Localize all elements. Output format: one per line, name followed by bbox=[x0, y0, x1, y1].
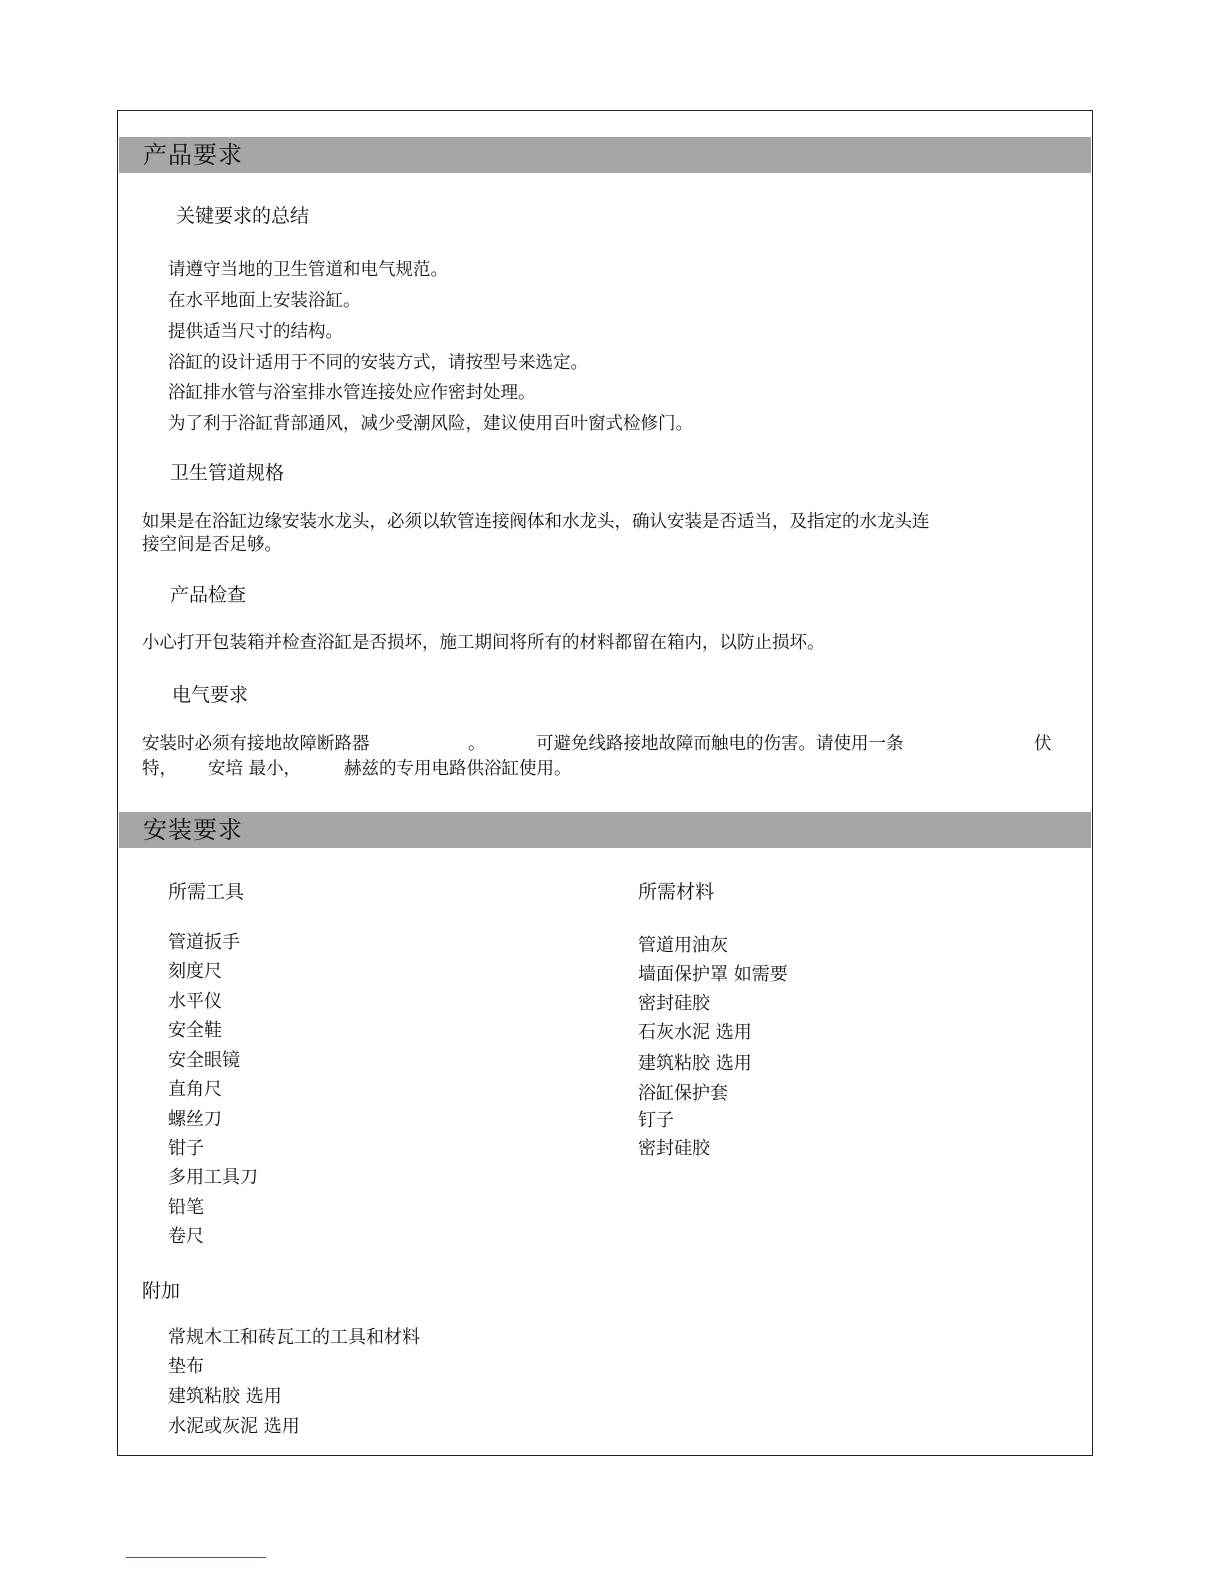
subheading-electrical: 电气要求 bbox=[172, 684, 249, 706]
tool-item: 直角尺 bbox=[168, 1079, 222, 1100]
section-title: 安装要求 bbox=[143, 816, 243, 844]
section-header-product bbox=[119, 137, 1091, 173]
summary-item: 浴缸的设计适用于不同的安装方式，请按型号来选定。 bbox=[168, 353, 588, 373]
electrical-text: 赫兹的专用电路供浴缸使用。 bbox=[344, 759, 572, 779]
extra-item: 常规木工和砖瓦工的工具和材料 bbox=[168, 1327, 420, 1348]
summary-item: 为了利于浴缸背部通风，减少受潮风险，建议使用百叶窗式检修门。 bbox=[168, 414, 693, 434]
summary-item: 请遵守当地的卫生管道和电气规范。 bbox=[168, 260, 448, 280]
footer-link-underline bbox=[126, 1557, 266, 1558]
plumbing-text-line: 如果是在浴缸边缘安装水龙头，必须以软管连接阀体和水龙头，确认安装是否适当，及指定的水龙头连 bbox=[142, 512, 930, 532]
tool-item: 卷尺 bbox=[168, 1226, 204, 1247]
subheading-materials: 所需材料 bbox=[638, 881, 715, 903]
material-item: 钉子 bbox=[638, 1110, 674, 1131]
tool-item: 安全眼镜 bbox=[168, 1050, 240, 1071]
subheading-inspection: 产品检查 bbox=[170, 584, 247, 606]
electrical-text: 安培 最小， bbox=[208, 759, 302, 779]
document-frame bbox=[117, 110, 1093, 1456]
tool-item: 管道扳手 bbox=[168, 932, 240, 953]
tool-item: 螺丝刀 bbox=[168, 1109, 222, 1130]
material-item: 建筑粘胶 选用 bbox=[638, 1053, 752, 1074]
extra-item: 垫布 bbox=[168, 1356, 204, 1377]
subheading-key-summary: 关键要求的总结 bbox=[176, 205, 310, 227]
subheading-plumbing: 卫生管道规格 bbox=[170, 462, 285, 484]
section-title: 产品要求 bbox=[143, 141, 243, 169]
tool-item: 水平仪 bbox=[168, 991, 222, 1012]
extra-item: 水泥或灰泥 选用 bbox=[168, 1416, 300, 1437]
extra-item: 建筑粘胶 选用 bbox=[168, 1386, 282, 1407]
material-item: 石灰水泥 选用 bbox=[638, 1022, 752, 1043]
summary-item: 浴缸排水管与浴室排水管连接处应作密封处理。 bbox=[168, 383, 536, 403]
material-item: 浴缸保护套 bbox=[638, 1083, 728, 1104]
section-header-install bbox=[119, 812, 1091, 848]
electrical-text: 可避免线路接地故障而触电的伤害。请使用一条 bbox=[536, 734, 904, 754]
tool-item: 多用工具刀 bbox=[168, 1167, 258, 1188]
electrical-text: 安装时必须有接地故障断路器 bbox=[142, 734, 370, 754]
electrical-text: 伏 bbox=[1034, 734, 1052, 754]
tool-item: 铅笔 bbox=[168, 1197, 204, 1218]
subheading-tools: 所需工具 bbox=[168, 881, 245, 903]
subheading-extra: 附加 bbox=[142, 1280, 181, 1302]
plumbing-text-line: 接空间是否足够。 bbox=[142, 535, 282, 555]
tool-item: 刻度尺 bbox=[168, 961, 222, 982]
electrical-text: 特， bbox=[142, 759, 177, 779]
electrical-text: 。 bbox=[468, 734, 486, 754]
summary-item: 提供适当尺寸的结构。 bbox=[168, 322, 343, 342]
material-item: 墙面保护罩 如需要 bbox=[638, 964, 788, 985]
tool-item: 安全鞋 bbox=[168, 1020, 222, 1041]
inspection-text: 小心打开包装箱并检查浴缸是否损坏，施工期间将所有的材料都留在箱内，以防止损坏。 bbox=[142, 633, 825, 653]
summary-item: 在水平地面上安装浴缸。 bbox=[168, 291, 361, 311]
material-item: 密封硅胶 bbox=[638, 993, 710, 1014]
material-item: 密封硅胶 bbox=[638, 1138, 710, 1159]
material-item: 管道用油灰 bbox=[638, 935, 728, 956]
tool-item: 钳子 bbox=[168, 1138, 204, 1159]
